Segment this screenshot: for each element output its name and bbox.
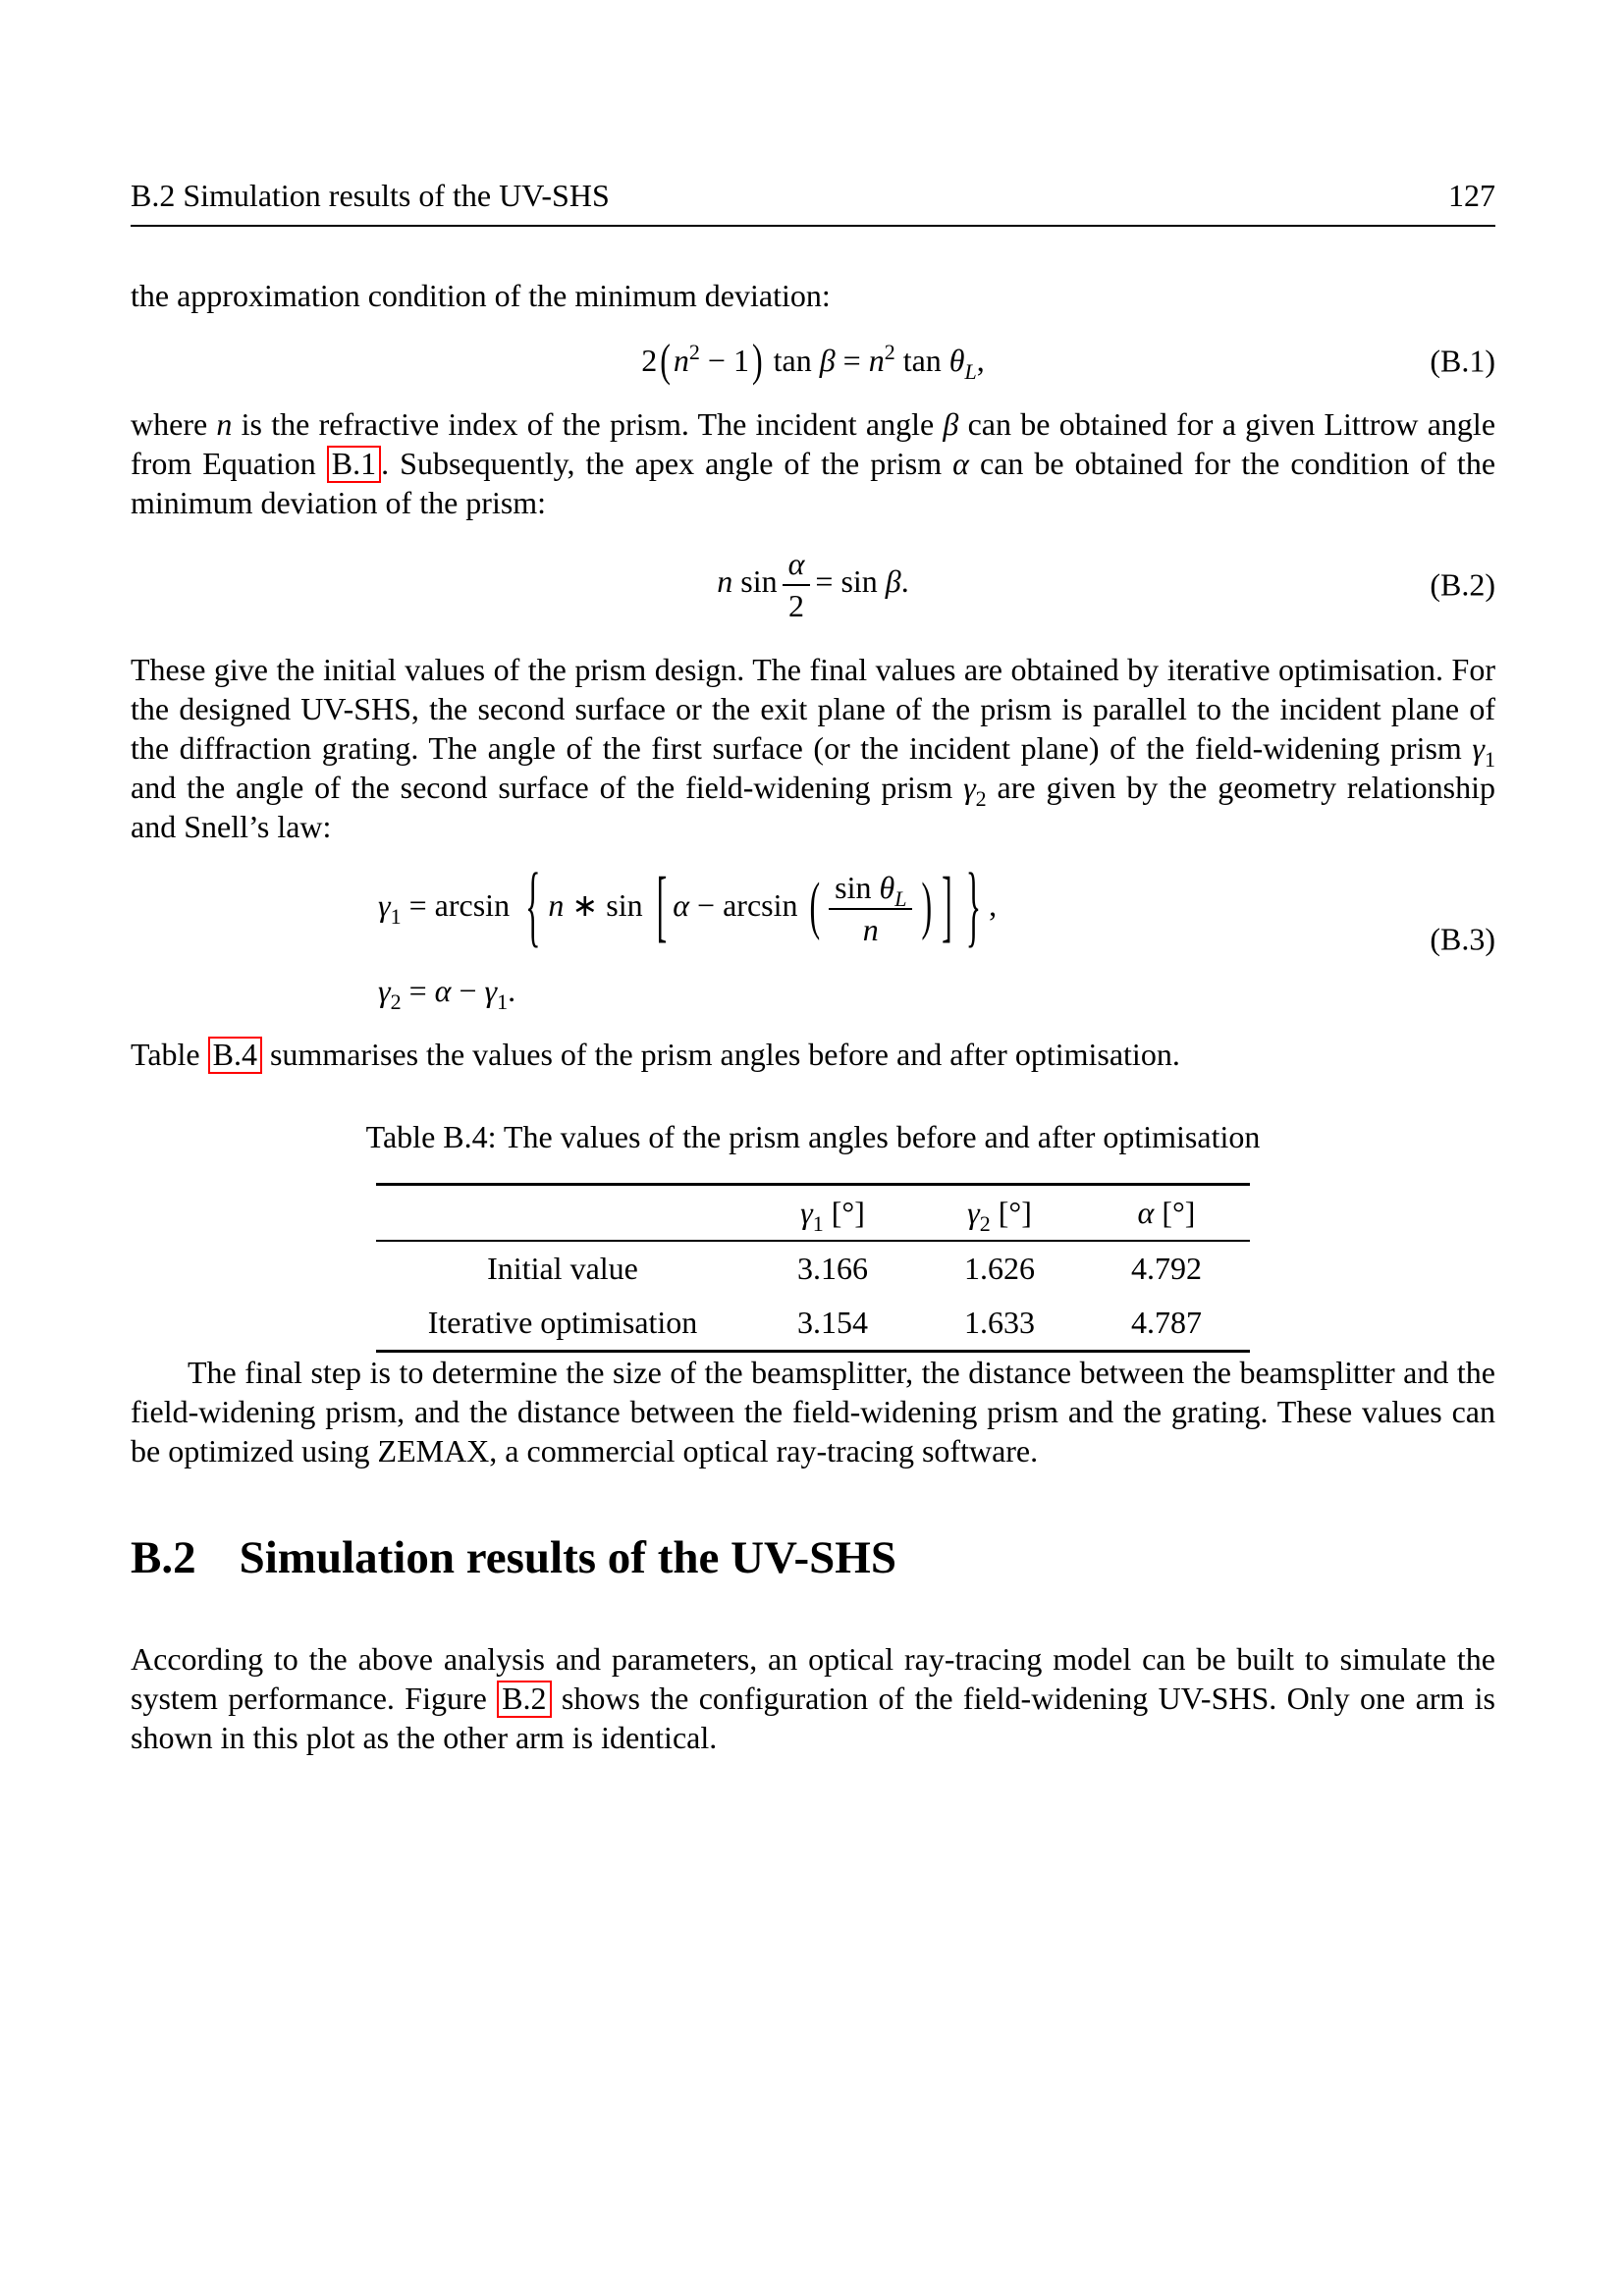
paragraph-intro: the approximation condition of the minimum deviation: — [131, 278, 831, 314]
table-row: Initial value 3.166 1.626 4.792 — [487, 1251, 1202, 1287]
table-header-gamma1: $\gamma_1$ [°] — [800, 1195, 865, 1237]
equation-b2 — [131, 546, 1495, 624]
running-header-title: B.2 Simulation results of the UV-SHS — [131, 178, 610, 213]
table-header-row — [376, 1185, 1250, 1242]
paragraph-where: where n is the refractive index of the prism. The incident angle β can be obtained for a given Littrow angle from Equation B.1 . Subsequently, the apex angle of the prism α can be obtained for the condition of the minimum deviation of the prism: — [131, 406, 1496, 521]
link-table-b4[interactable]: B.4 — [208, 1037, 262, 1074]
equation-b3-line1: $\gamma_1 = \arcsin$ { n ∗ sin [ α − arcsin ( $\frac{\sin \theta_L}{n}$ ) ] } , — [378, 852, 998, 956]
table-header-empty — [376, 1185, 749, 1242]
paragraph-according: According to the above analysis and parameters, an optical ray-tracing model can be built to simulate the system performance. Figure B.2 shows the configuration of the field-widening UV-SHS. Only one arm is shown in this plot as the other arm is identical. — [131, 1641, 1496, 1756]
equation-b3-line2: $\gamma_2 = \alpha - \gamma_1$. — [378, 973, 516, 1015]
text-block — [131, 0, 1495, 1757]
section-number: B.2 — [131, 1532, 196, 1584]
equation-b1-body: $2(n^2 - 1)$ $\tan \beta = n^2$ $\tan \theta_L$, — [641, 334, 985, 387]
table-row: Iterative optimisation 3.154 1.633 4.787 — [376, 1296, 1250, 1352]
table-header-gamma2: $\gamma_2$ [°] — [967, 1195, 1032, 1237]
equation-b3-body — [378, 852, 1495, 1015]
paragraph-table-ref: Table B.4 summarises the values of the prism angles before and after optimisation. — [131, 1037, 1180, 1073]
equation-b1-label: (B.1) — [1430, 343, 1495, 379]
prism-angles-table — [376, 1183, 1250, 1353]
equation-b3 — [131, 852, 1495, 1015]
paragraph-these: These give the initial values of the prism design. The final values are obtained by iterative optimisation. For the designed UV-SHS, the second surface or the exit plane of the prism is parallel to the incident plane of the diffraction grating. The angle of the first surface (or the incident plane) of the field-widening prism $\gamma_1$ and the angle of the second surface of the field-widening prism $\gamma_2$ are given by the geometry relationship and Snell’s law: — [131, 651, 1495, 844]
table-caption: Table B.4: The values of the prism angles before and after optimisation — [365, 1119, 1261, 1155]
running-header — [131, 179, 1495, 227]
equation-b2-body: n sin $\frac{\alpha}{2}$ = sin β. — [717, 546, 909, 623]
fraction-alpha-over-2: $\frac{\alpha}{2}$ — [783, 546, 811, 624]
section-title: Simulation results of the UV-SHS — [239, 1532, 896, 1584]
equation-b3-label: (B.3) — [1430, 921, 1495, 957]
link-equation-b1[interactable]: B.1 — [327, 446, 381, 483]
paragraph-final-step: The final step is to determine the size of the beamsplitter, the distance between the beamsplitter and the field-widening prism, and the distance between the field-widening prism and the grating. These values can be optimized using ZEMAX, a commercial optical ray-tracing software. — [131, 1355, 1495, 1469]
link-figure-b2[interactable]: B.2 — [497, 1681, 551, 1718]
section-heading — [131, 1533, 1495, 1584]
page-number: 127 — [1448, 178, 1495, 213]
fraction-sin-theta-over-n: $\frac{\sin \theta_L}{n}$ — [829, 870, 912, 948]
table-header-alpha: α [°] — [1137, 1195, 1196, 1231]
equation-b2-label: (B.2) — [1430, 566, 1495, 603]
equation-b1 — [131, 334, 1495, 387]
